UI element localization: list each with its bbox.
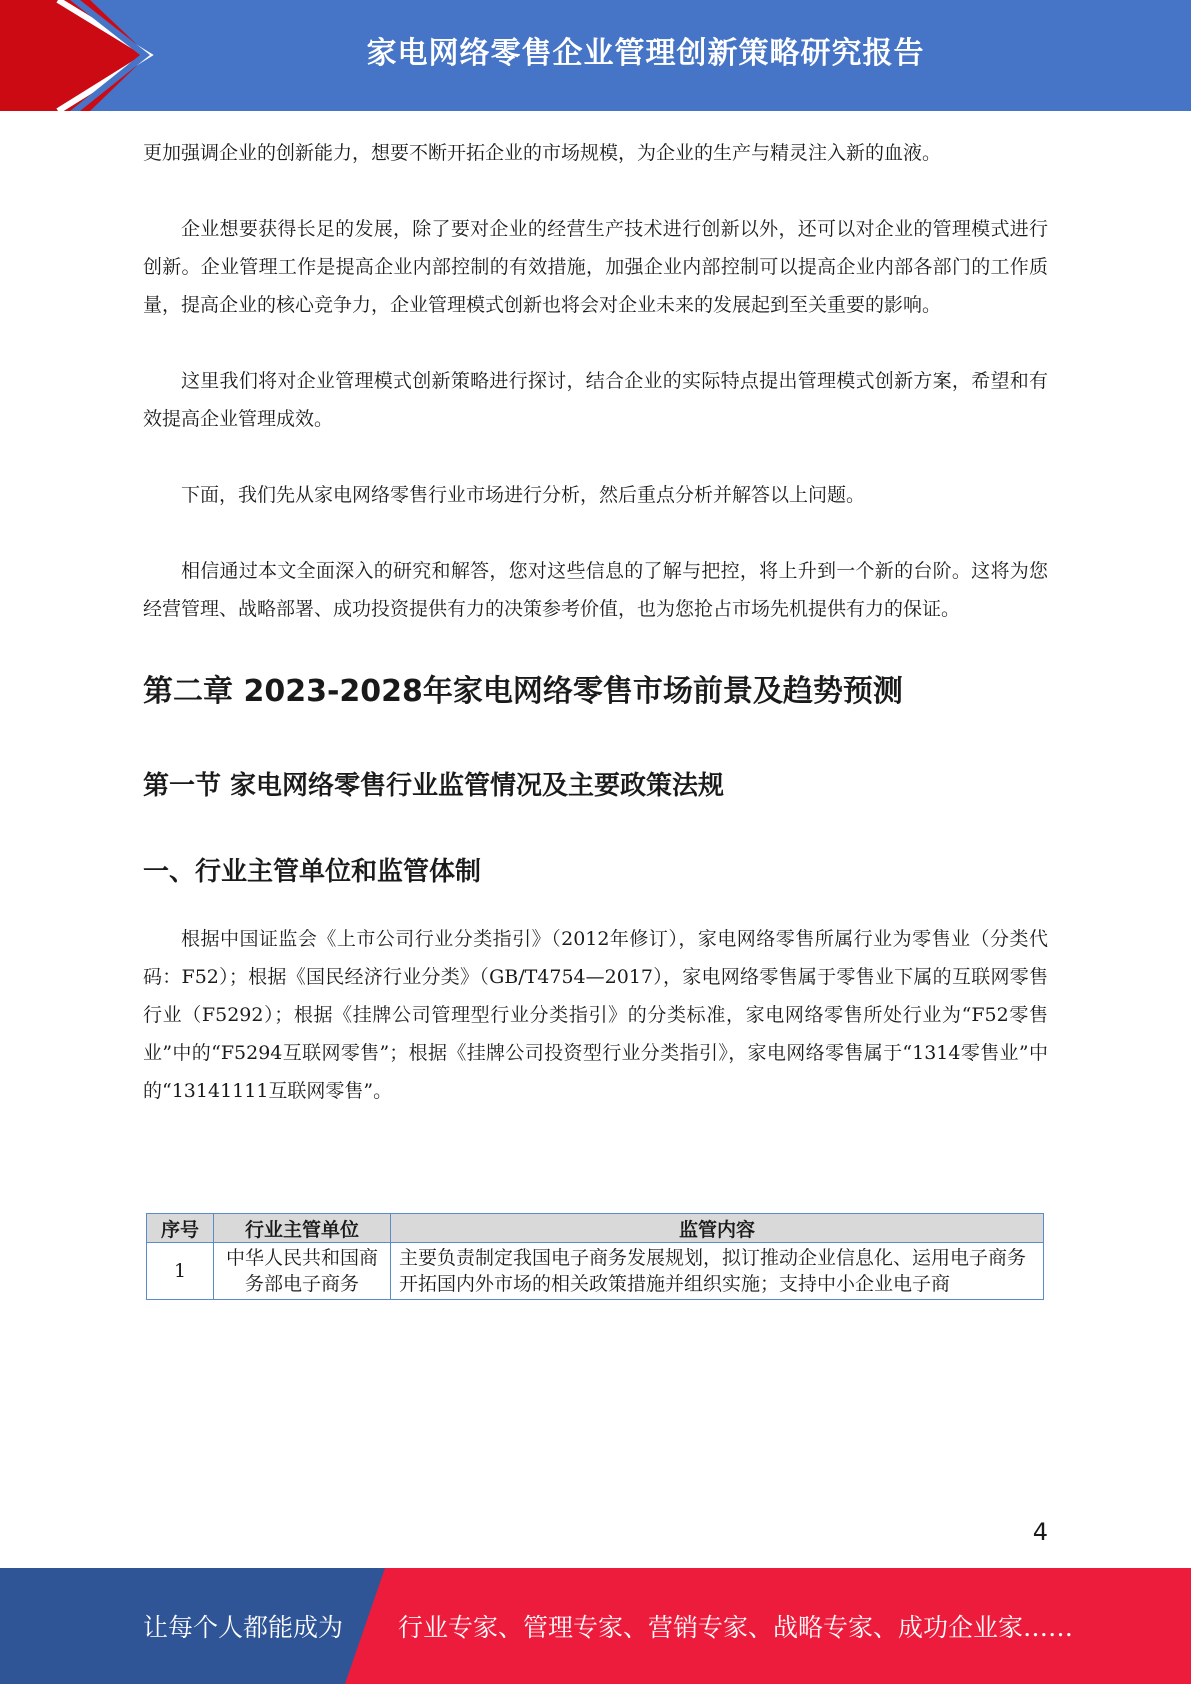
col-header-content: 监管内容 [391, 1214, 1044, 1243]
red-arrow-logo-icon [0, 0, 160, 111]
col-header-unit: 行业主管单位 [214, 1214, 391, 1243]
chapter-title: 第二章 2023-2028年家电网络零售市场前景及趋势预测 [143, 674, 903, 709]
paragraph-4: 下面，我们先从家电网络零售行业市场进行分析，然后重点分析并解答以上问题。 [181, 484, 866, 506]
footer-banner [0, 1568, 1191, 1684]
paragraph-2: 企业想要获得长足的发展，除了要对企业的经营生产技术进行创新以外，还可以对企业的管理模式进行创新。企业管理工作是提高企业内部控制的有效措施，加强企业内部控制可以提高企业内部各部门的工作质量，提高企业的核心竞争力，企业管理模式创新也将会对企业未来的发展起到至关重要的影响。 [143, 218, 1048, 316]
table-header-row [147, 1214, 1044, 1243]
cell-content: 主要负责制定我国电子商务发展规划，拟订推动企业信息化、运用电子商务开拓国内外市场的相关政策措施并组织实施；支持中小企业电子商 [391, 1243, 1044, 1300]
header-banner [0, 0, 1191, 111]
report-title: 家电网络零售企业管理创新策略研究报告 [366, 36, 925, 71]
footer-slogan-left: 让每个人都能成为 [143, 1613, 344, 1642]
regulator-table [146, 1213, 1044, 1300]
footer-slogan-right: 行业专家、管理专家、营销专家、战略专家、成功企业家…… [398, 1613, 1074, 1642]
paragraph-5: 相信通过本文全面深入的研究和解答，您对这些信息的了解与把控，将上升到一个新的台阶。这将为您经营管理、战略部署、成功投资提供有力的决策参考价值，也为您抢占市场先机提供有力的保证。 [143, 560, 1048, 620]
section-title: 第一节 家电网络零售行业监管情况及主要政策法规 [143, 771, 725, 801]
table-row [147, 1243, 1044, 1300]
paragraph-3: 这里我们将对企业管理模式创新策略进行探讨，结合企业的实际特点提出管理模式创新方案，希望和有效提高企业管理成效。 [143, 370, 1048, 430]
main-content [143, 134, 1048, 1148]
subsection-title: 一、行业主管单位和监管体制 [143, 857, 482, 887]
paragraph-1: 更加强调企业的创新能力，想要不断开拓企业的市场规模，为企业的生产与精灵注入新的血液。 [143, 142, 942, 164]
cell-unit: 中华人民共和国商务部电子商务 [214, 1243, 391, 1300]
page-number: 4 [1032, 1518, 1048, 1546]
regulation-paragraph: 根据中国证监会《上市公司行业分类指引》（2012年修订），家电网络零售所属行业为零售业（分类代码：F52）；根据《国民经济行业分类》（GB/T4754—2017），家电网络零售属于零售业下属的互联网零售行业（F5292）；根据《挂牌公司管理型行业分类指引》的分类标准，家电网络零售所处行业为“F52零售业”中的“F5294互联网零售”；根据《挂牌公司投资型行业分类指引》，家电网络零售属于“1314零售业”中的“13141111互联网零售”。 [143, 928, 1048, 1102]
cell-no: 1 [147, 1243, 214, 1300]
col-header-no: 序号 [147, 1214, 214, 1243]
